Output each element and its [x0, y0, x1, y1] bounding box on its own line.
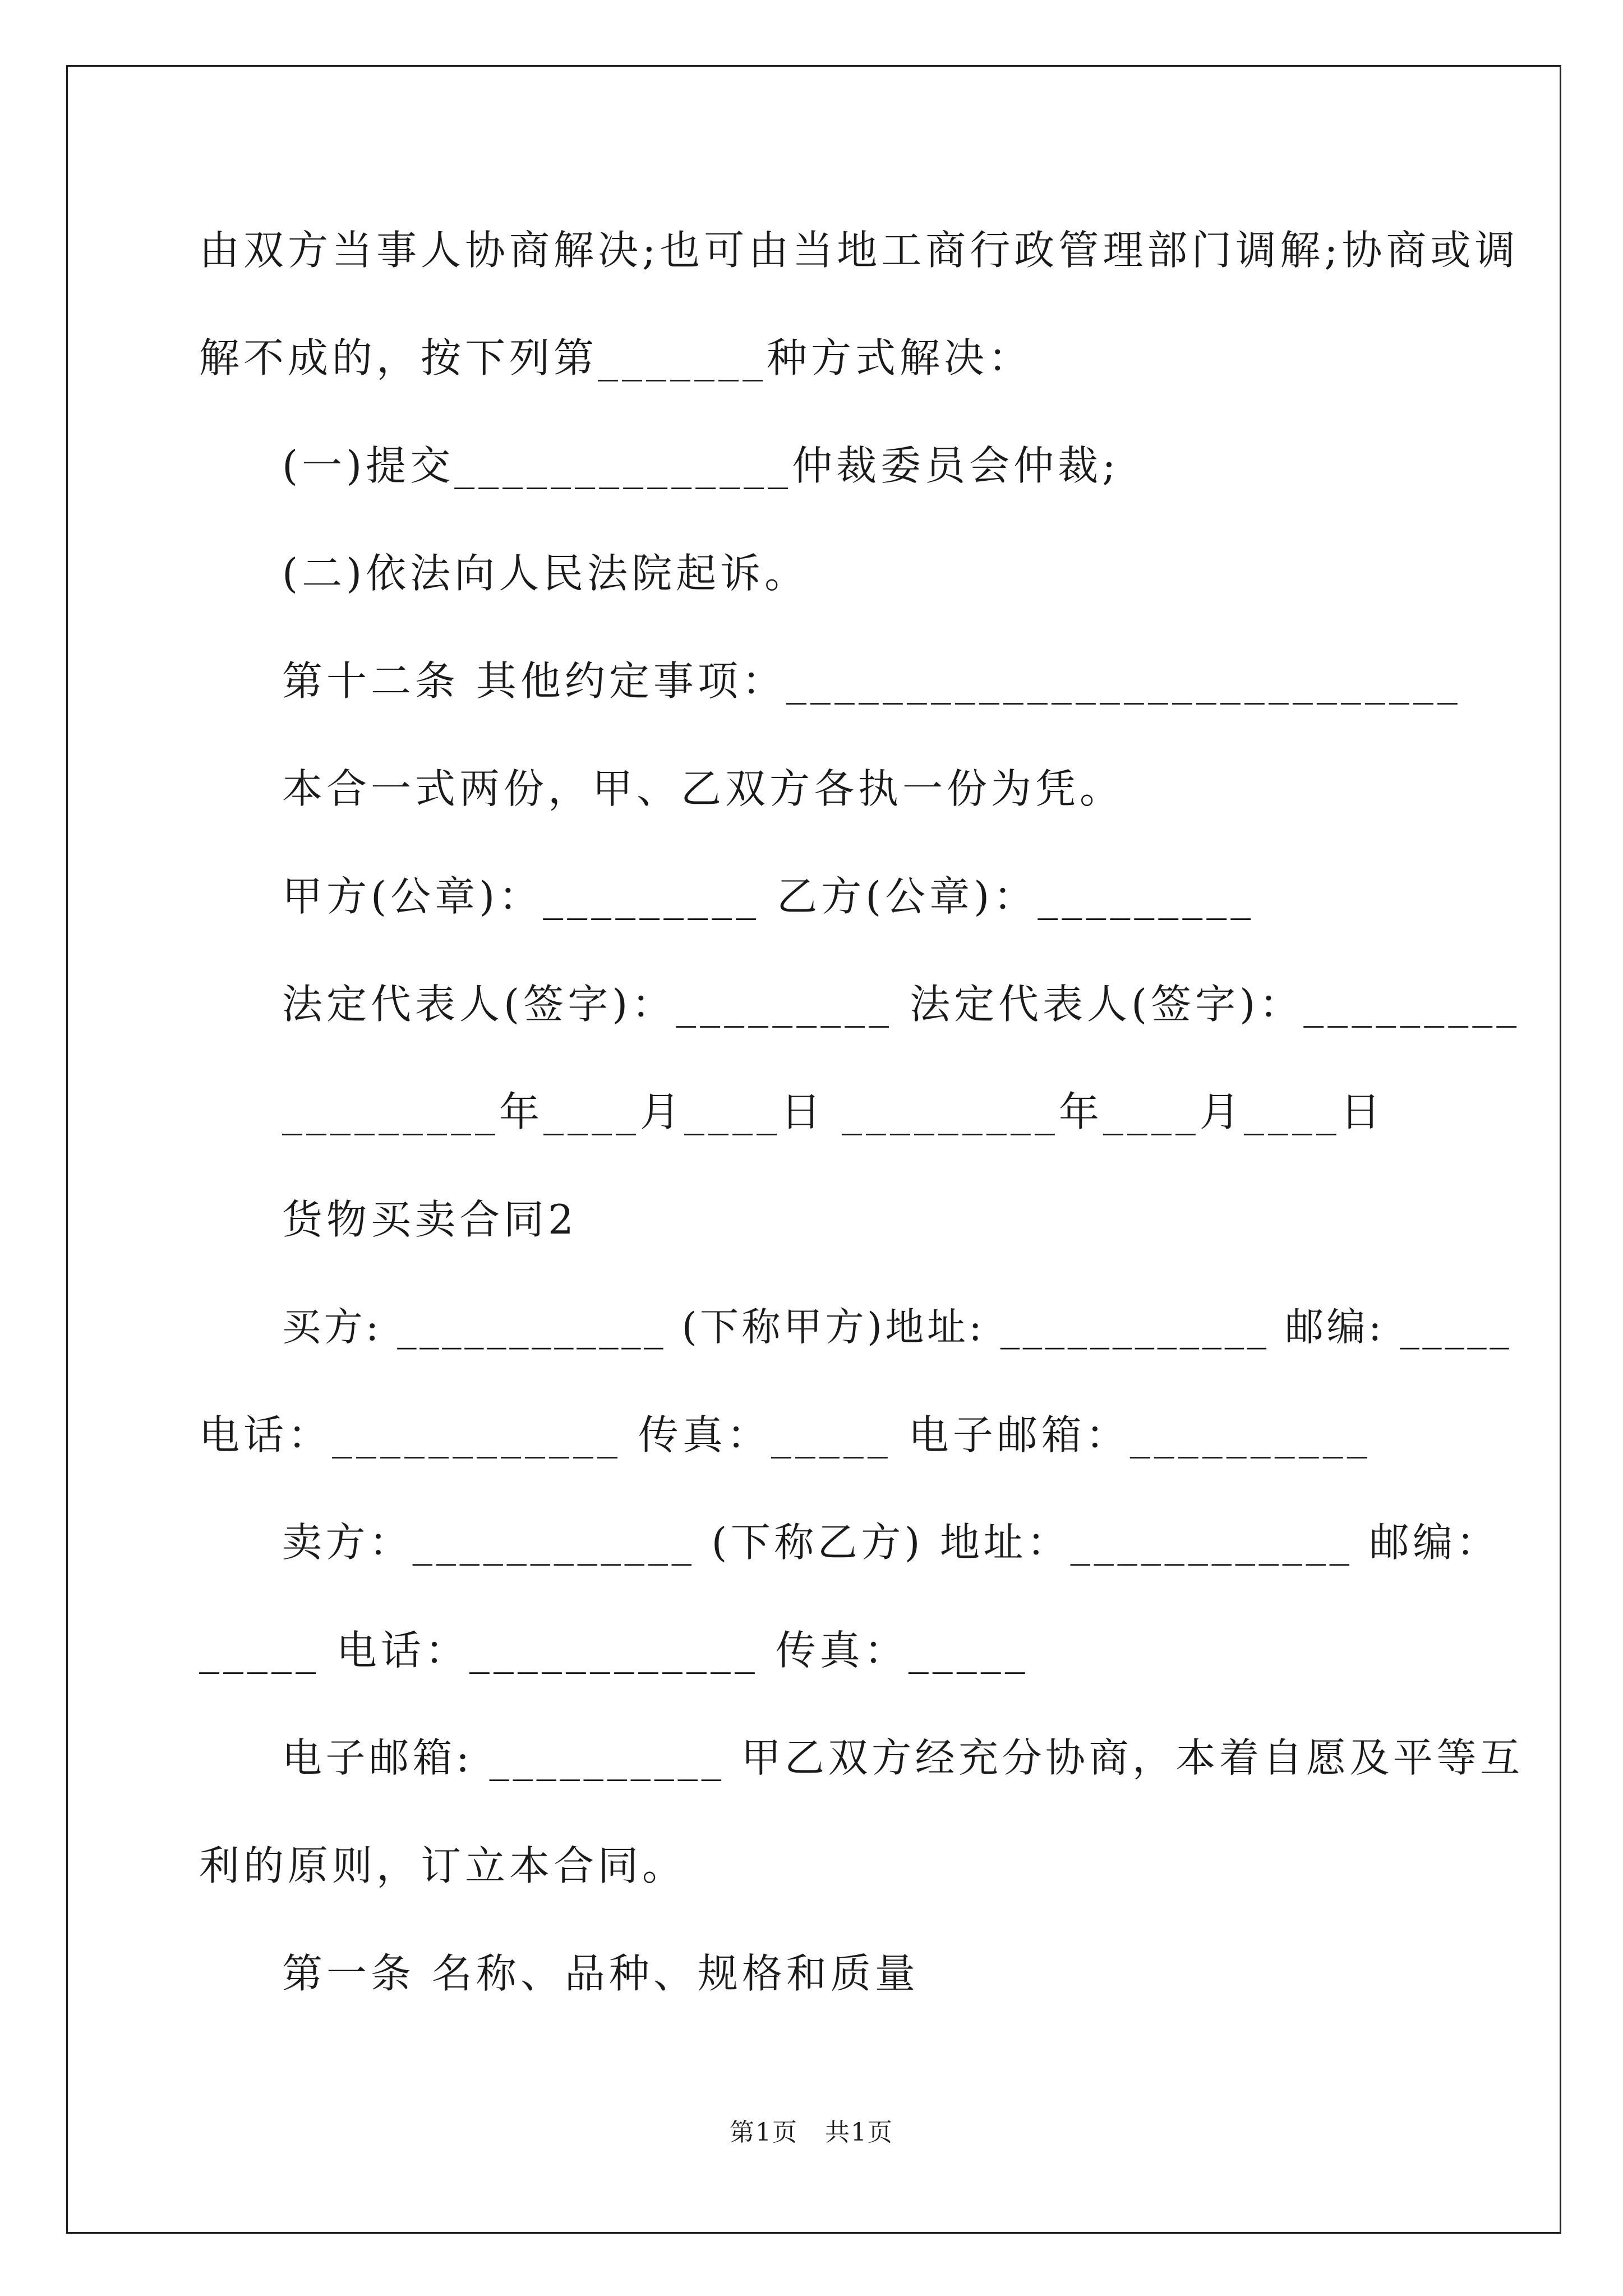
text-line: _________年____月____日 _________年____月____日 — [282, 1088, 1385, 1135]
text-line: 法定代表人(签字)：_________ 法定代表人(签字)：_________ — [282, 981, 1521, 1028]
text-line: 卖方：____________ (下称乙方) 地址：____________ 邮编： — [282, 1519, 1500, 1566]
text-line: 第十二条 其他约定事项：____________________________ — [282, 657, 1461, 705]
text-line: (一)提交______________仲裁委员会仲裁; — [282, 442, 1120, 489]
text-line: 由双方当事人协商解决;也可由当地工商行政管理部门调解;协商或调 — [199, 227, 1519, 274]
text-line: 买方: ____________ (下称甲方)地址: ____________ 邮编: _____ — [282, 1305, 1513, 1350]
section-title: 货物买卖合同2 — [282, 1196, 578, 1243]
text-line: 本合一式两份，甲、乙双方各执一份为凭。 — [282, 765, 1124, 812]
text-line: 甲方(公章)：_________ 乙方(公章)：_________ — [282, 873, 1255, 920]
text-line: 利的原则，订立本合同。 — [199, 1842, 687, 1889]
text-line: 第一条 名称、品种、规格和质量 — [282, 1950, 919, 1997]
text-line: (二)依法向人民法院起诉。 — [282, 550, 809, 597]
page-border — [66, 65, 1561, 2234]
text-line: 电子邮箱: __________ 甲乙双方经充分协商，本着自愿及平等互 — [282, 1734, 1524, 1781]
text-line: 解不成的，按下列第_______种方式解决： — [199, 334, 1033, 381]
text-line: _____ 电话：____________ 传真：_____ — [199, 1627, 1029, 1674]
text-line: 电话：____________ 传真：_____ 电子邮箱：__________ — [199, 1411, 1371, 1458]
page-footer: 第1页 共1页 — [730, 2118, 893, 2147]
